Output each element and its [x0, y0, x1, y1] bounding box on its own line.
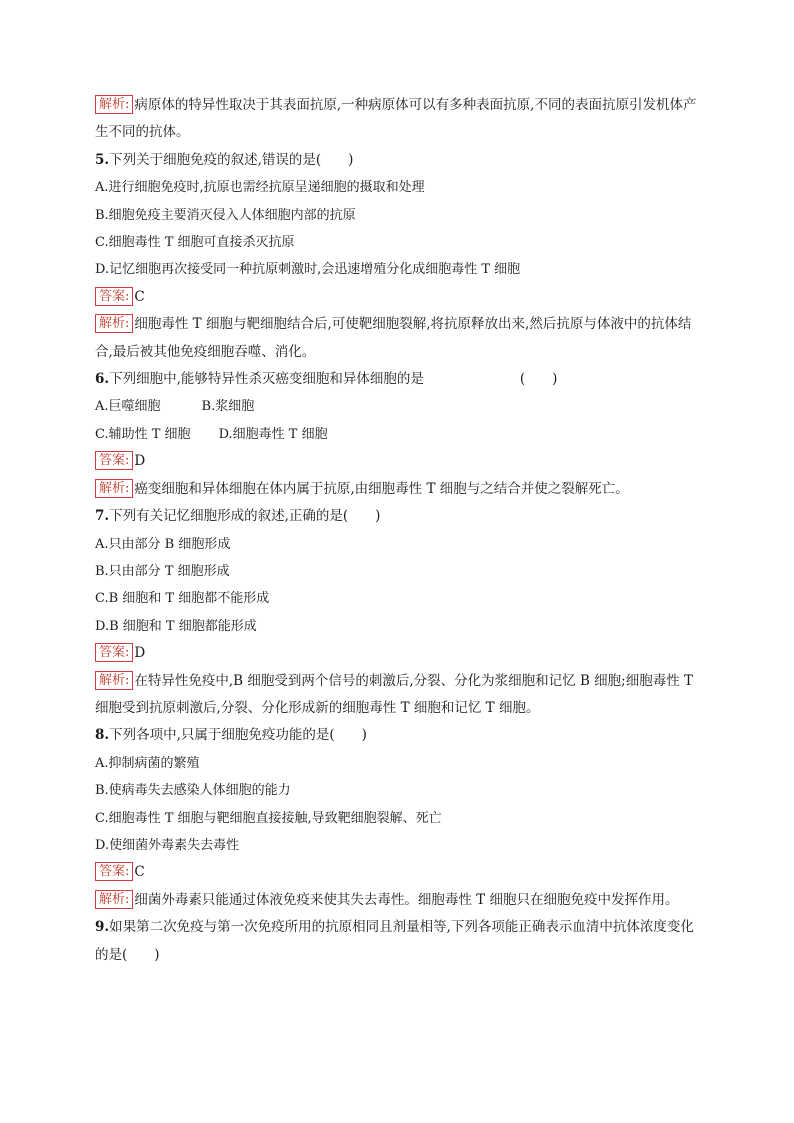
option-item: A.进行细胞免疫时,抗原也需经抗原呈递细胞的摄取和处理	[95, 180, 425, 196]
question-text: 下列细胞中,能够特异性杀灭癌变细胞和异体细胞的是	[109, 371, 424, 388]
analysis-text: 细胞毒性 T 细胞与靶细胞结合后,可使靶细胞裂解,将抗原释放出来,然后抗原与体液中的抗体结合,最后被其他免疫细胞吞噬、消化。	[95, 316, 692, 360]
question-stem	[95, 914, 700, 969]
question-stem	[95, 147, 700, 174]
question-text: 下列有关记忆细胞形成的叙述,正确的是( )	[109, 508, 381, 525]
option-item: C.B 细胞和 T 细胞都不能形成	[95, 591, 270, 607]
option-item: C.辅助性 T 细胞	[95, 426, 191, 442]
answer-label: 答案:	[95, 287, 133, 306]
answer-block	[95, 448, 700, 475]
answer-text: D	[134, 645, 146, 662]
answer-label: 答案:	[95, 451, 133, 470]
option-item: D.记忆细胞再次接受同一种抗原刺激时,会迅速增殖分化成细胞毒性 T 细胞	[95, 262, 521, 278]
question-text: 下列各项中,只属于细胞免疫功能的是( )	[109, 727, 367, 744]
option-item: D.B 细胞和 T 细胞都能形成	[95, 618, 257, 634]
answer-text: D	[134, 453, 146, 470]
option-item: C.细胞毒性 T 细胞与靶细胞直接接触,导致靶细胞裂解、死亡	[95, 810, 442, 826]
answer-label: 答案:	[95, 862, 133, 881]
analysis-block	[95, 311, 700, 366]
question-number: 5.	[95, 151, 110, 168]
question-stem	[95, 722, 700, 749]
option-item: A.只由部分 B 细胞形成	[95, 536, 231, 552]
analysis-text: 在特异性免疫中,B 细胞受到两个信号的刺激后,分裂、分化为浆细胞和记忆 B 细胞;细胞毒性 T 细胞受到抗原刺激后,分裂、分化形成新的细胞毒性 T 细胞和记忆 T 细胞。	[95, 672, 694, 716]
analysis-label: 解析:	[95, 671, 133, 690]
analysis-block	[95, 92, 700, 147]
answer-label: 答案:	[95, 643, 133, 662]
question-text: 如果第二次免疫与第一次免疫所用的抗原相同且剂量相等,下列各项能正确表示血清中抗体浓度变化的是( )	[95, 919, 694, 963]
analysis-label: 解析:	[95, 314, 133, 333]
option-item: B.只由部分 T 细胞形成	[95, 563, 230, 579]
question-number: 7.	[95, 508, 110, 525]
option-item: B.浆细胞	[201, 399, 255, 415]
analysis-text: 癌变细胞和异体细胞在体内属于抗原,由细胞毒性 T 细胞与之结合并使之裂解死亡。	[134, 480, 629, 497]
analysis-text: 病原体的特异性取决于其表面抗原,一种病原体可以有多种表面抗原,不同的表面抗原引发机体产生不同的抗体。	[95, 97, 697, 141]
answer-block	[95, 640, 700, 667]
option-row	[95, 393, 700, 420]
analysis-block	[95, 668, 700, 723]
answer-text: C	[134, 864, 145, 881]
analysis-block	[95, 887, 700, 914]
answer-blank: ( )	[519, 371, 558, 388]
question-number: 8.	[95, 727, 110, 744]
question-number: 6.	[95, 371, 110, 388]
question-stem	[95, 503, 700, 530]
question-number: 9.	[95, 919, 110, 936]
option-item: A.抑制病菌的繁殖	[95, 755, 200, 771]
analysis-block	[95, 476, 700, 503]
analysis-label: 解析:	[95, 479, 133, 498]
option-item: D.使细菌外毒素失去毒性	[95, 837, 240, 853]
question-stem	[95, 366, 700, 393]
option-row	[95, 421, 700, 448]
analysis-label: 解析:	[95, 95, 133, 114]
option-item: D.细胞毒性 T 细胞	[218, 426, 328, 442]
answer-block	[95, 859, 700, 886]
document-content	[95, 92, 700, 969]
analysis-text: 细菌外毒素只能通过体液免疫来使其失去毒性。细胞毒性 T 细胞只在细胞免疫中发挥作用。	[134, 891, 679, 908]
answer-text: C	[134, 288, 145, 305]
option-item: A.巨噬细胞	[95, 399, 161, 415]
option-item: B.细胞免疫主要消灭侵入人体细胞内部的抗原	[95, 207, 356, 223]
option-item: B.使病毒失去感染人体细胞的能力	[95, 783, 291, 799]
answer-block	[95, 284, 700, 311]
option-item: C.细胞毒性 T 细胞可直接杀灭抗原	[95, 235, 295, 251]
analysis-label: 解析:	[95, 890, 133, 909]
question-text: 下列关于细胞免疫的叙述,错误的是( )	[109, 151, 354, 168]
